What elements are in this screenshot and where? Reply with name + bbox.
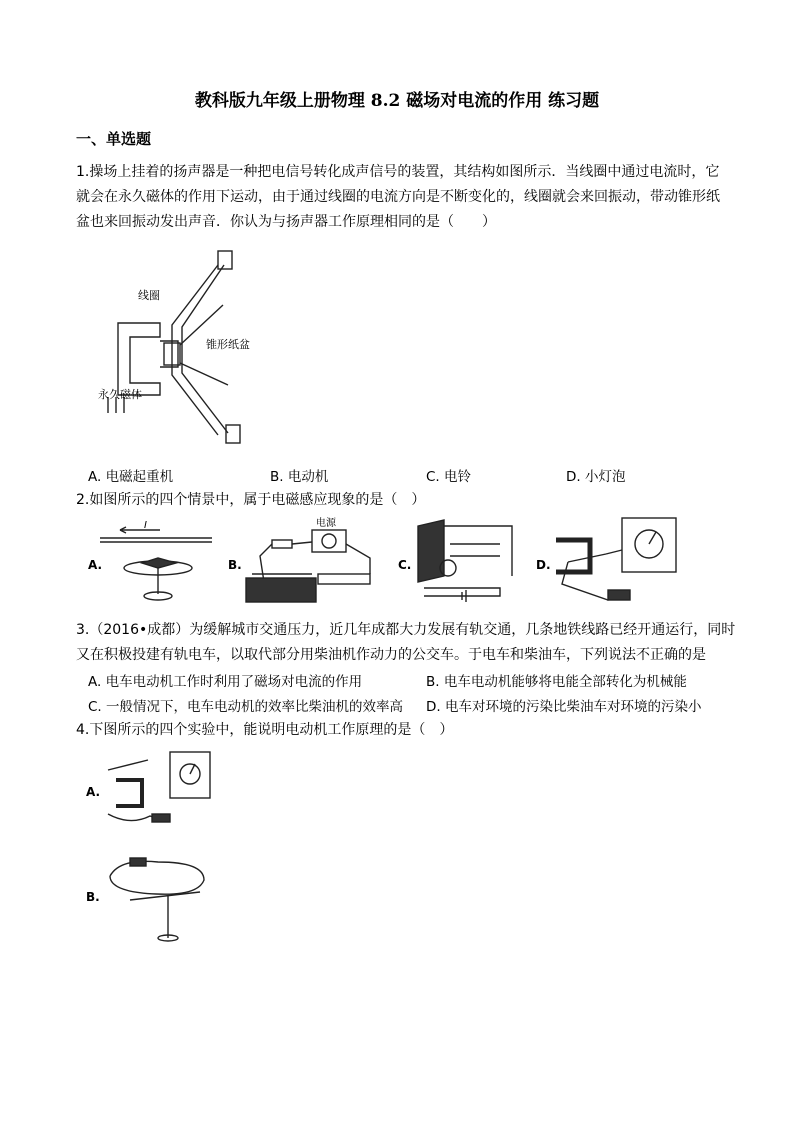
q4-label-a[interactable]: A. bbox=[86, 785, 101, 799]
loudspeaker-figure bbox=[98, 245, 288, 450]
question-1-line-3: 盆也来回振动发出声音．你认为与扬声器工作原理相同的是（ ） bbox=[76, 214, 496, 230]
question-1-line-2: 就会在永久磁体的作用下运动，由于通过线圈的电流方向是不断变化的，线圈就会来回振动，带动锥形纸 bbox=[76, 189, 720, 205]
section-heading: 一、单选题 bbox=[76, 130, 152, 148]
q2-figure-d[interactable] bbox=[548, 514, 683, 610]
q3-option-a[interactable]: A. 电车电动机工作时利用了磁场对电流的作用 bbox=[88, 674, 363, 690]
page-title: 教科版九年级上册物理 8.2 磁场对电流的作用 练习题 bbox=[194, 91, 600, 111]
q4-label-b[interactable]: B. bbox=[86, 890, 100, 904]
question-3-line-2: 又在积极投建有轨电车，以取代部分用柴油机作动力的公交车。于电车和柴油车，下列说法不正确的是 bbox=[76, 647, 706, 663]
q2-label-a[interactable]: A. bbox=[88, 558, 103, 572]
cone-label: 锥形纸盆 bbox=[206, 338, 250, 351]
question-3-line-1: 3.（2016•成都）为缓解城市交通压力，近几年成都大力发展有轨交通，几条地铁线路已经开通运行，同时 bbox=[76, 622, 736, 638]
q2-label-c[interactable]: C. bbox=[398, 558, 412, 572]
q4-figure-b[interactable] bbox=[100, 852, 215, 944]
q3-option-c[interactable]: C. 一般情况下，电车电动机的效率比柴油机的效率高 bbox=[88, 699, 404, 715]
q2-label-d[interactable]: D. bbox=[536, 558, 551, 572]
question-4-stem: 4.下图所示的四个实验中，能说明电动机工作原理的是（ ） bbox=[76, 722, 454, 738]
q2-figure-c[interactable] bbox=[410, 516, 520, 608]
q3-option-b[interactable]: B. 电车电动机能够将电能全部转化为机械能 bbox=[426, 674, 687, 690]
q2-figure-b[interactable] bbox=[242, 516, 377, 608]
q1-option-b[interactable]: B. 电动机 bbox=[270, 469, 329, 485]
coil-label: 线圈 bbox=[138, 289, 160, 302]
power-label: 电源 bbox=[316, 518, 336, 529]
q2-label-b[interactable]: B. bbox=[228, 558, 242, 572]
q3-option-d[interactable]: D. 电车对环境的污染比柴油车对环境的污染小 bbox=[426, 699, 702, 715]
q2-figure-a[interactable] bbox=[100, 518, 215, 606]
q1-option-d[interactable]: D. 小灯泡 bbox=[566, 469, 626, 485]
current-symbol-a: I bbox=[144, 520, 147, 531]
question-2-stem: 2.如图所示的四个情景中，属于电磁感应现象的是（ ） bbox=[76, 492, 426, 508]
q1-option-a[interactable]: A. 电磁起重机 bbox=[88, 469, 174, 485]
question-1-line-1: 1.操场上挂着的扬声器是一种把电信号转化成声信号的装置，其结构如图所示．当线圈中通过电流时，它 bbox=[76, 164, 720, 180]
q1-option-c[interactable]: C. 电铃 bbox=[426, 469, 472, 485]
q4-figure-a[interactable] bbox=[100, 750, 215, 832]
magnet-label: 永久磁体 bbox=[98, 388, 142, 401]
